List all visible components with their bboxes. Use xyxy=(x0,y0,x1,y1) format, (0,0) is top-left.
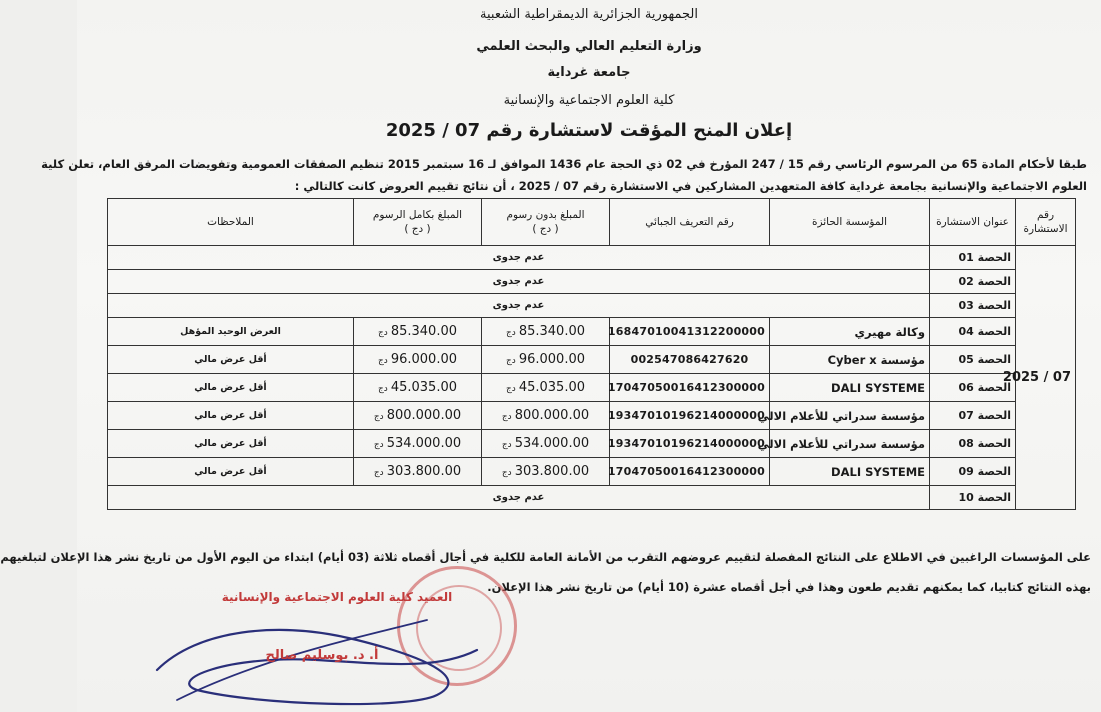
table-row xyxy=(108,486,1076,510)
lot-cell: الحصة 09 xyxy=(930,458,1016,486)
consultation-number: 07 / 2025 xyxy=(1002,369,1071,385)
university-header: جامعة غرداية xyxy=(547,65,631,80)
header-amount-ht-unit: ( دج ) xyxy=(532,223,559,235)
dean-name: أ. د. بوسليم صالح xyxy=(265,648,379,663)
company-cell: وكالة مهيري xyxy=(770,318,930,346)
company-cell: DALI SYSTEME xyxy=(770,458,930,486)
currency-label: دج xyxy=(373,468,384,478)
lot-cell: الحصة 01 xyxy=(930,246,1016,270)
note-cell: أقل عرض مالي xyxy=(108,430,354,458)
header-amount-ttc xyxy=(354,199,482,246)
table-row xyxy=(108,270,1076,294)
note-cell: أقل عرض مالي xyxy=(108,458,354,486)
page-title: إعلان المنح المؤقت لاستشارة رقم 07 / 2025 xyxy=(385,120,793,141)
infructuous-cell: عدم جدوى xyxy=(108,246,930,270)
lot-cell: الحصة 04 xyxy=(930,318,1016,346)
consultation-number-cell xyxy=(1002,246,1076,510)
header-consultation-no: رقم الاستشارة xyxy=(1016,199,1076,246)
note-cell: أقل عرض مالي xyxy=(108,346,354,374)
header-notes: الملاحظات xyxy=(108,199,354,246)
table-row xyxy=(108,458,1076,486)
republic-header: الجمهورية الجزائرية الديمقراطية الشعبية xyxy=(480,7,698,22)
header-amount-ht xyxy=(482,199,610,246)
amount-value: 96.000.00 xyxy=(518,352,585,367)
infructuous-cell: عدم جدوى xyxy=(108,270,930,294)
table-row xyxy=(108,346,1076,374)
closing-line-1: على المؤسسات الراغبين في الاطلاع على النتائج المفصلة لتقييم عروضهم التقرب من الأمانة العامة للكلية في أجال أقصاه ثلاثة (03 أيام) ابتداء من اليوم الأول من تاريخ نشر هذا الإعلان لتبلغيهم xyxy=(0,550,1091,564)
amount-ht-cell xyxy=(482,430,610,458)
dean-title: العميد كلية العلوم الاجتماعية والإنسانية xyxy=(221,590,453,604)
currency-label: دج xyxy=(373,412,384,422)
table-row xyxy=(108,402,1076,430)
currency-label: دج xyxy=(501,468,512,478)
lot-cell: الحصة 07 xyxy=(930,402,1016,430)
amount-ht-cell xyxy=(482,346,610,374)
tax-id-cell: 002547086427620 xyxy=(610,346,770,374)
amount-value: 303.800.00 xyxy=(514,464,590,479)
amount-ht-cell xyxy=(482,374,610,402)
faculty-header: كلية العلوم الاجتماعية والإنسانية xyxy=(503,93,675,108)
intro-line-2: العلوم الاجتماعية والإنسانية بجامعة غرداية كافة المتعهدين المشاركين في الاستشارة رقم 07 / 2025 ، أن نتائج تقييم العروض كانت كالتالي : xyxy=(294,179,1087,193)
amount-ht-cell xyxy=(482,318,610,346)
company-cell: DALI SYSTEME xyxy=(770,374,930,402)
amount-value: 534.000.00 xyxy=(514,436,590,451)
amount-value: 96.000.00 xyxy=(390,352,457,367)
lot-cell: الحصة 03 xyxy=(930,294,1016,318)
amount-value: 45.035.00 xyxy=(390,380,457,395)
amount-value: 45.035.00 xyxy=(518,380,585,395)
header-consultation-title: عنوان الاستشارة xyxy=(930,199,1016,246)
lot-cell: الحصة 05 xyxy=(930,346,1016,374)
note-cell: العرض الوحيد المؤهل xyxy=(108,318,354,346)
header-amount-ttc-unit: ( دج ) xyxy=(404,223,431,235)
amount-value: 85.340.00 xyxy=(390,324,457,339)
amount-value: 800.000.00 xyxy=(386,408,462,423)
infructuous-cell: عدم جدوى xyxy=(108,294,930,318)
amount-ht-cell xyxy=(482,402,610,430)
currency-label: دج xyxy=(378,328,388,338)
amount-ttc-cell xyxy=(354,346,482,374)
closing-line-2: بهذه النتائج كتابيا، كما يمكنهم تقديم طعون وهذا في أجل أقصاه عشرة (10 أيام) من تاريخ نشر هذا الإعلان. xyxy=(487,580,1091,594)
company-cell: مؤسسة سدراتي للأعلام الالي xyxy=(770,402,930,430)
amount-ht-cell xyxy=(482,458,610,486)
amount-ttc-cell xyxy=(354,430,482,458)
currency-label: دج xyxy=(373,440,384,450)
amount-value: 303.800.00 xyxy=(386,464,462,479)
table-row xyxy=(108,318,1076,346)
results-table xyxy=(107,198,1076,510)
note-cell: أقل عرض مالي xyxy=(108,402,354,430)
header-amount-ttc-label: المبلغ بكامل الرسوم xyxy=(372,209,463,221)
infructuous-cell: عدم جدوى xyxy=(108,486,930,510)
lot-cell: الحصة 02 xyxy=(930,270,1016,294)
amount-value: 534.000.00 xyxy=(386,436,462,451)
tax-id-cell: 17047050016412300000 xyxy=(610,458,770,486)
tax-id-cell: 19347010196214000000 xyxy=(610,430,770,458)
currency-label: دج xyxy=(378,356,388,366)
currency-label: دج xyxy=(506,328,516,338)
amount-value: 800.000.00 xyxy=(514,408,590,423)
table-header-row xyxy=(108,199,1076,246)
company-cell: مؤسسة سدراتي للأعلام الالي xyxy=(770,430,930,458)
table-row xyxy=(108,294,1076,318)
lot-cell: الحصة 10 xyxy=(930,486,1016,510)
tax-id-cell: 16847010041312200000 xyxy=(610,318,770,346)
currency-label: دج xyxy=(501,440,512,450)
header-company: المؤسسة الحائزة xyxy=(770,199,930,246)
lot-cell: الحصة 06 xyxy=(930,374,1016,402)
header-amount-ht-label: المبلغ بدون رسوم xyxy=(506,209,585,221)
note-cell: أقل عرض مالي xyxy=(108,374,354,402)
amount-value: 85.340.00 xyxy=(518,324,585,339)
lot-cell: الحصة 08 xyxy=(930,430,1016,458)
table-row xyxy=(108,430,1076,458)
currency-label: دج xyxy=(506,384,516,394)
table-row xyxy=(108,374,1076,402)
amount-ttc-cell xyxy=(354,402,482,430)
amount-ttc-cell xyxy=(354,318,482,346)
table-row xyxy=(108,246,1076,270)
currency-label: دج xyxy=(506,356,516,366)
signature-stroke xyxy=(157,630,477,704)
ministry-header: وزارة التعليم العالي والبحث العلمي xyxy=(476,39,702,54)
tax-id-cell: 19347010196214000000 xyxy=(610,402,770,430)
company-cell: مؤسسة Cyber x xyxy=(770,346,930,374)
header-tax-id: رقم التعريف الجبائي xyxy=(610,199,770,246)
tax-id-cell: 17047050016412300000 xyxy=(610,374,770,402)
currency-label: دج xyxy=(378,384,388,394)
intro-line-1: طبقا لأحكام المادة 65 من المرسوم الرئاسي رقم 15 / 247 المؤرخ في 02 ذي الحجة عام 1436 الموافق لـ 16 سبتمبر 2015 تنظيم الصفقات العمومية وتفويضات المرفق العام، تعلن كلية xyxy=(41,157,1087,171)
currency-label: دج xyxy=(501,412,512,422)
amount-ttc-cell xyxy=(354,374,482,402)
amount-ttc-cell xyxy=(354,458,482,486)
